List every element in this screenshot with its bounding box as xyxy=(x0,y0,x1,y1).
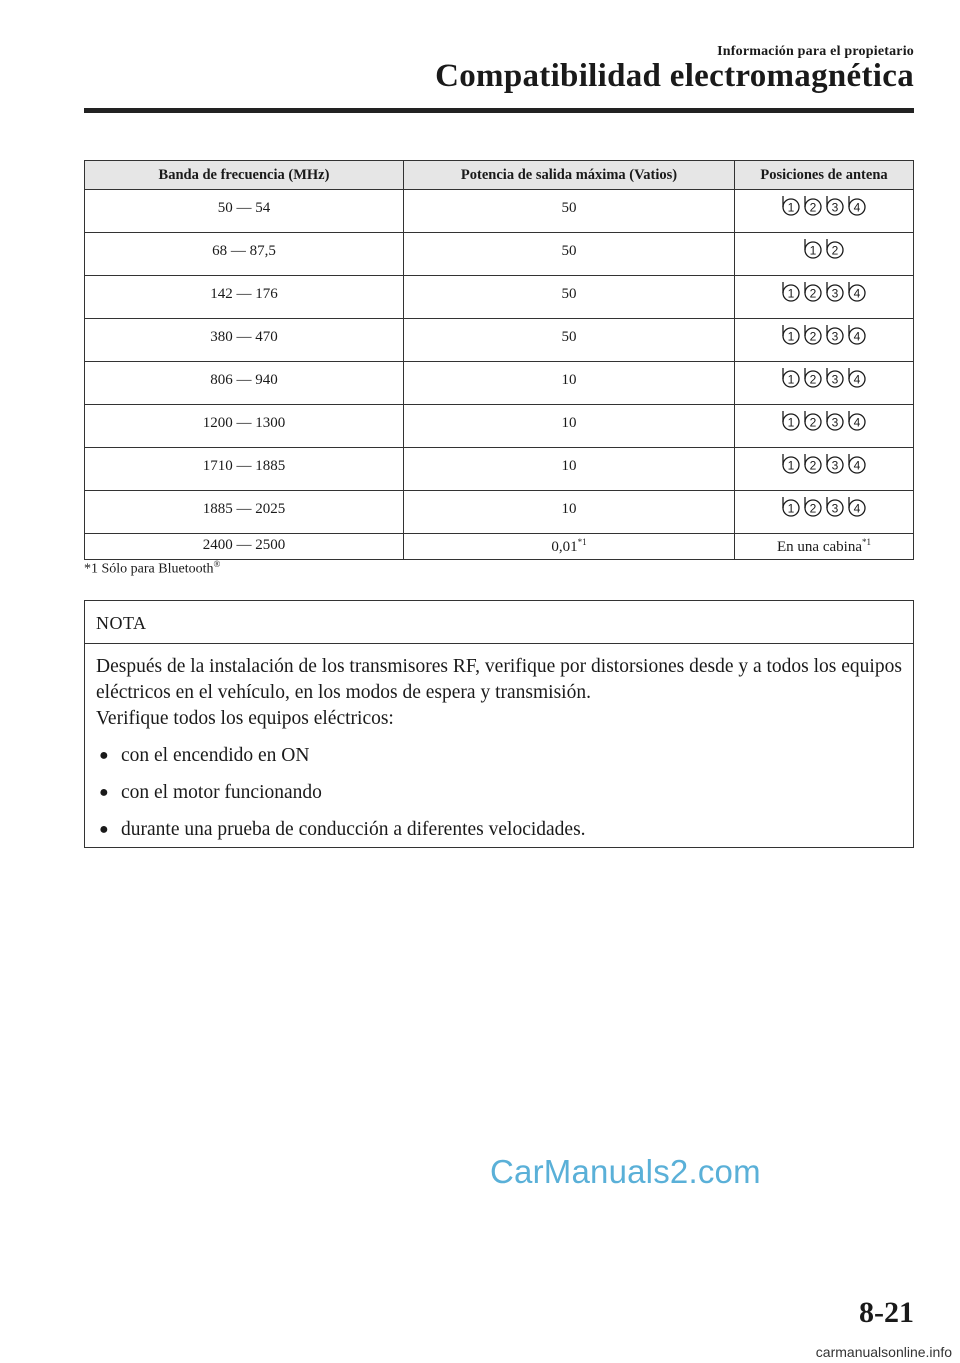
svg-text:2: 2 xyxy=(809,372,817,387)
svg-text:2: 2 xyxy=(809,415,817,430)
note-bullet-list xyxy=(96,743,902,843)
svg-text:4: 4 xyxy=(853,329,861,344)
header-power: Potencia de salida máxima (Vatios) xyxy=(404,161,735,190)
svg-text:4: 4 xyxy=(853,415,861,430)
antenna-position-1-icon xyxy=(780,323,802,347)
svg-text:1: 1 xyxy=(787,501,795,516)
page-number: 8-21 xyxy=(859,1296,914,1329)
svg-text:3: 3 xyxy=(831,501,839,516)
svg-text:3: 3 xyxy=(831,458,839,473)
antenna-position-2-icon xyxy=(824,237,846,261)
bullet-icon: ● xyxy=(99,747,109,764)
power-cell: 50 xyxy=(404,233,735,276)
list-item xyxy=(96,743,902,769)
band-cell: 68 ― 87,5 xyxy=(85,233,404,276)
svg-text:3: 3 xyxy=(831,200,839,215)
svg-text:3: 3 xyxy=(831,415,839,430)
svg-text:1: 1 xyxy=(787,415,795,430)
note-box xyxy=(84,600,914,848)
antenna-position-2-icon xyxy=(802,194,824,218)
antenna-position-2-icon xyxy=(802,366,824,390)
antenna-position-4-icon xyxy=(846,280,868,304)
antenna-position-3-icon xyxy=(824,194,846,218)
band-cell: 1710 ― 1885 xyxy=(85,448,404,491)
header-band: Banda de frecuencia (MHz) xyxy=(85,161,404,190)
frequency-table xyxy=(84,160,914,560)
antenna-position-1-icon xyxy=(780,280,802,304)
svg-text:2: 2 xyxy=(809,286,817,301)
power-cell: 10 xyxy=(404,491,735,534)
power-cell: 50 xyxy=(404,276,735,319)
band-cell: 50 ― 54 xyxy=(85,190,404,233)
svg-text:3: 3 xyxy=(831,329,839,344)
power-cell: 0,01$^{*1}$ xyxy=(404,534,735,560)
antenna-position-3-icon xyxy=(824,280,846,304)
power-cell: 10 xyxy=(404,448,735,491)
svg-text:1: 1 xyxy=(787,286,795,301)
svg-text:2: 2 xyxy=(809,458,817,473)
table-row xyxy=(85,319,914,362)
bullet-icon: ● xyxy=(99,821,109,838)
antenna-cell xyxy=(735,362,914,405)
power-cell: 10 xyxy=(404,405,735,448)
page-title: Compatibilidad electromagnética xyxy=(435,58,914,94)
svg-text:1: 1 xyxy=(809,243,817,258)
svg-text:2: 2 xyxy=(809,329,817,344)
antenna-position-4-icon xyxy=(846,409,868,433)
svg-text:4: 4 xyxy=(853,458,861,473)
band-cell: 2400 ― 2500 xyxy=(85,534,404,560)
table-header-row xyxy=(85,161,914,190)
svg-text:2: 2 xyxy=(831,243,839,258)
svg-text:1: 1 xyxy=(787,200,795,215)
antenna-cell xyxy=(735,276,914,319)
antenna-position-4-icon xyxy=(846,495,868,519)
antenna-cell xyxy=(735,405,914,448)
antenna-position-1-icon xyxy=(802,237,824,261)
band-cell: 142 ― 176 xyxy=(85,276,404,319)
registered-mark: ® xyxy=(213,559,221,569)
svg-text:4: 4 xyxy=(853,501,861,516)
list-item xyxy=(96,817,902,843)
svg-text:2: 2 xyxy=(809,200,817,215)
antenna-position-1-icon xyxy=(780,495,802,519)
antenna-position-3-icon xyxy=(824,452,846,476)
note-title: NOTA xyxy=(85,601,913,644)
table-body xyxy=(85,190,914,560)
antenna-cell xyxy=(735,448,914,491)
table-row xyxy=(85,362,914,405)
note-paragraph: Después de la instalación de los transmisores RF, verifique por distorsiones desde y a todos los equipos eléctricos en el vehículo, en los modos de espera y transmisión. xyxy=(96,656,902,703)
header-antenna: Posiciones de antena xyxy=(735,161,914,190)
band-cell: 806 ― 940 xyxy=(85,362,404,405)
antenna-position-4-icon xyxy=(846,452,868,476)
table-row xyxy=(85,405,914,448)
table-row xyxy=(85,491,914,534)
antenna-position-3-icon xyxy=(824,366,846,390)
band-cell: 1885 ― 2025 xyxy=(85,491,404,534)
antenna-cell xyxy=(735,233,914,276)
site-footer: carmanualsonline.info xyxy=(815,1344,952,1360)
antenna-position-2-icon xyxy=(802,280,824,304)
antenna-position-1-icon xyxy=(780,194,802,218)
svg-text:1: 1 xyxy=(787,458,795,473)
table-row xyxy=(85,233,914,276)
antenna-position-2-icon xyxy=(802,452,824,476)
antenna-position-1-icon xyxy=(780,366,802,390)
table-row xyxy=(85,276,914,319)
svg-text:4: 4 xyxy=(853,200,861,215)
footnote xyxy=(84,559,220,578)
note-body xyxy=(85,644,913,843)
antenna-cell xyxy=(735,491,914,534)
table-row xyxy=(85,448,914,491)
bullet-text: con el motor funcionando xyxy=(121,782,322,803)
band-cell: 1200 ― 1300 xyxy=(85,405,404,448)
footnote-text: *1 Sólo para Bluetooth xyxy=(84,561,214,577)
section-subtitle: Información para el propietario xyxy=(717,44,914,59)
footnote-marker: *1 xyxy=(577,537,587,547)
antenna-position-3-icon xyxy=(824,323,846,347)
antenna-cell: En una cabina$^{*1}$ xyxy=(735,534,914,560)
svg-text:3: 3 xyxy=(831,372,839,387)
table-row xyxy=(85,534,914,560)
header-divider xyxy=(84,108,914,113)
antenna-cell xyxy=(735,190,914,233)
svg-text:1: 1 xyxy=(787,329,795,344)
svg-text:1: 1 xyxy=(787,372,795,387)
antenna-position-4-icon xyxy=(846,366,868,390)
antenna-position-4-icon xyxy=(846,323,868,347)
antenna-position-4-icon xyxy=(846,194,868,218)
bullet-text: con el encendido en ON xyxy=(121,745,310,766)
note-paragraph: Verifique todos los equipos eléctricos: xyxy=(96,708,394,729)
bullet-text: durante una prueba de conducción a diferentes velocidades. xyxy=(121,819,586,840)
watermark-logo: CarManuals2.com xyxy=(490,1153,761,1190)
svg-text:2: 2 xyxy=(809,501,817,516)
antenna-position-1-icon xyxy=(780,452,802,476)
power-cell: 10 xyxy=(404,362,735,405)
antenna-position-2-icon xyxy=(802,495,824,519)
antenna-position-3-icon xyxy=(824,409,846,433)
list-item xyxy=(96,780,902,806)
footnote-marker: *1 xyxy=(861,537,871,547)
power-cell: 50 xyxy=(404,319,735,362)
svg-text:3: 3 xyxy=(831,286,839,301)
antenna-position-2-icon xyxy=(802,323,824,347)
band-cell: 380 ― 470 xyxy=(85,319,404,362)
antenna-position-2-icon xyxy=(802,409,824,433)
antenna-position-1-icon xyxy=(780,409,802,433)
svg-text:4: 4 xyxy=(853,372,861,387)
table-row xyxy=(85,190,914,233)
bullet-icon: ● xyxy=(99,784,109,801)
svg-text:4: 4 xyxy=(853,286,861,301)
antenna-position-3-icon xyxy=(824,495,846,519)
antenna-cell xyxy=(735,319,914,362)
power-cell: 50 xyxy=(404,190,735,233)
